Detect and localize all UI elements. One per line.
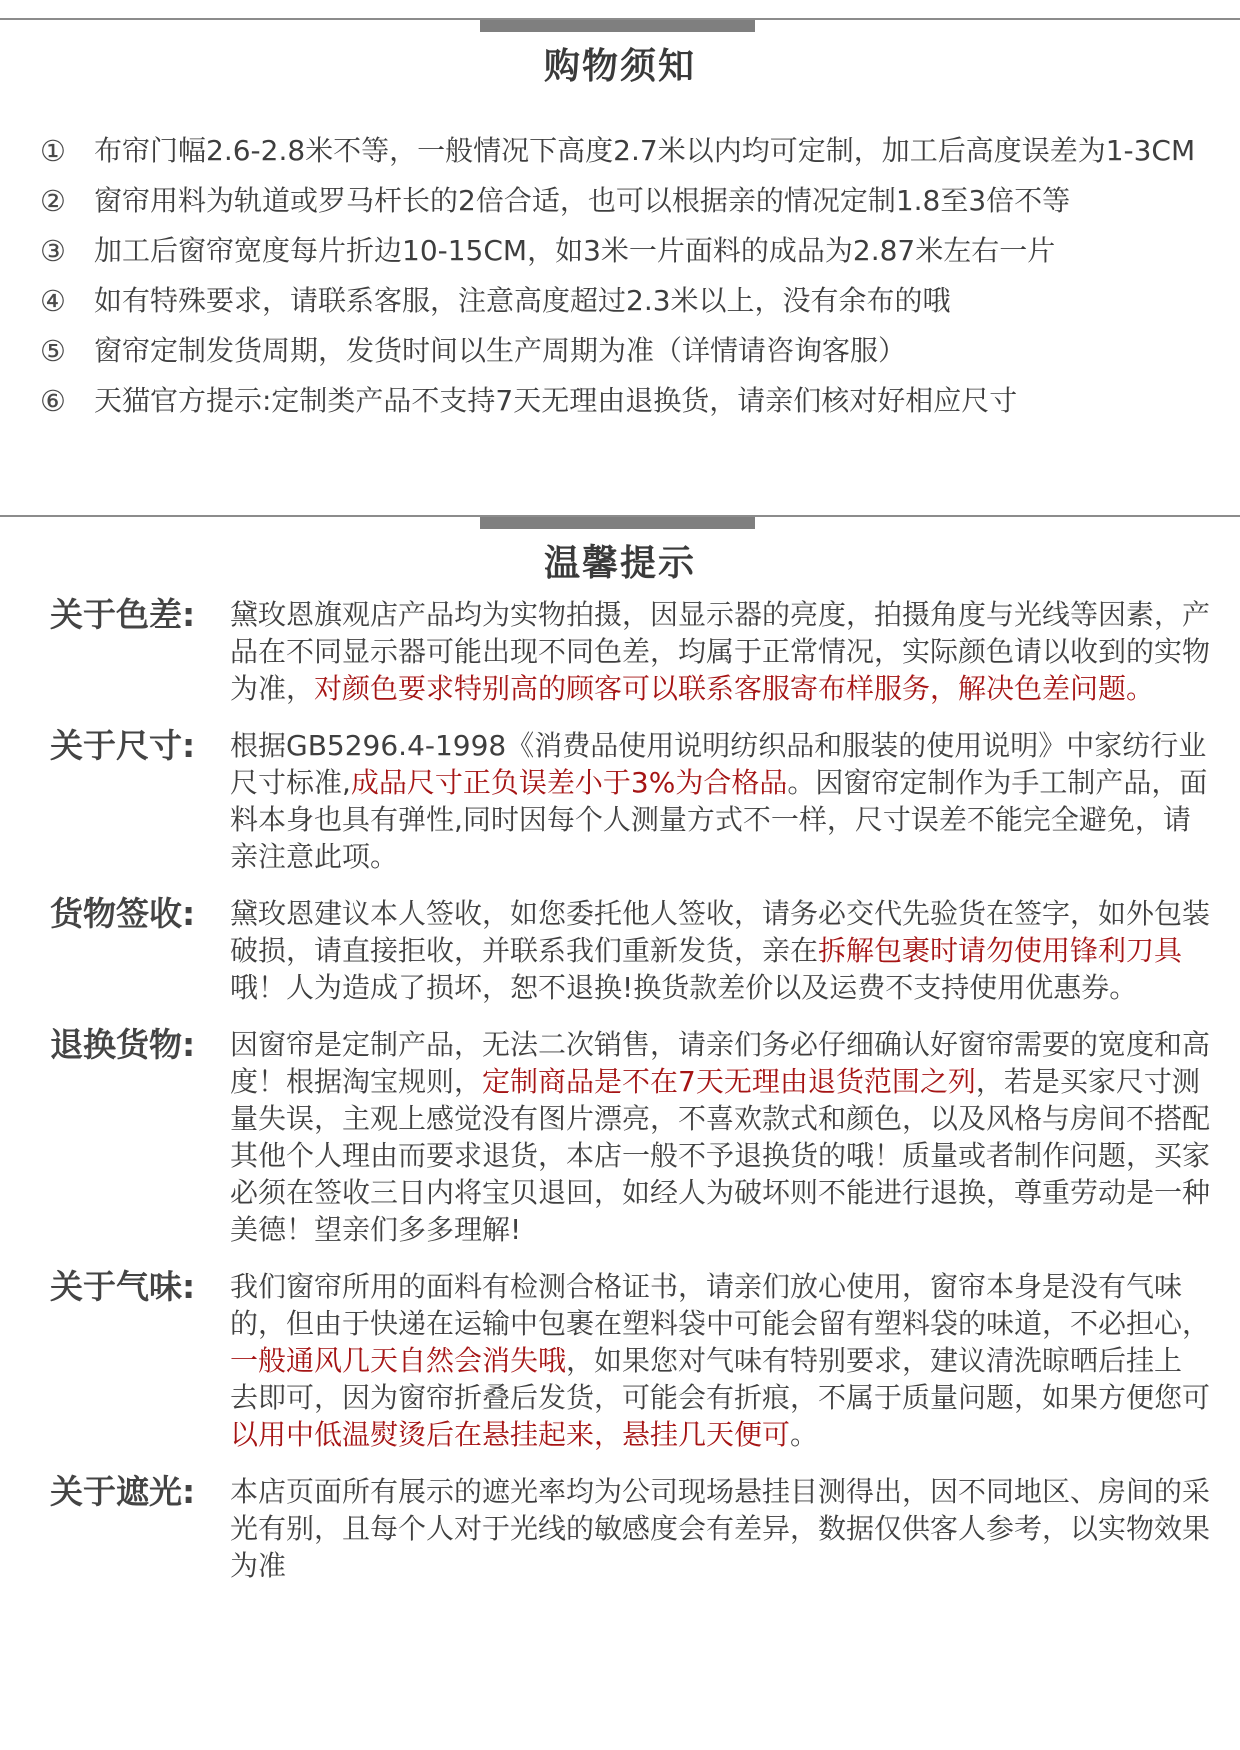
notice-item-text: 如有特殊要求，请联系客服，注意高度超过2.3米以上，没有余布的哦	[94, 284, 951, 317]
tip-text	[230, 1268, 1210, 1453]
notice-item-number: ①	[40, 134, 66, 168]
tip-label: 关于尺寸:	[50, 726, 196, 765]
tip-text-normal: 。因窗帘定制作为手工制产品，面料本身也具有弹性,同时因每个人测量方式不一样，尺寸误差不能完全避免，请亲注意此项。	[230, 766, 1208, 873]
tip-label: 关于色差:	[50, 595, 196, 634]
shopping-notice-list	[40, 132, 1220, 432]
notice-item-number: ⑤	[40, 334, 66, 368]
tip-text-normal: 因窗帘是定制产品，无法二次销售，请亲们务必仔细确认好窗帘需要的宽度和高度！根据淘宝规则，	[230, 1028, 1211, 1098]
tip-text-normal: 黛玫恩建议本人签收，如您委托他人签收，请务必交代先验货在签字，如外包装破损，请直接拒收，并联系我们重新发货，亲在	[230, 897, 1211, 967]
tip-text-normal: 根据GB5296.4-1998《消费品使用说明纺织品和服装的使用说明》中家纺行业尺寸标准,	[230, 729, 1207, 799]
notice-item-text: 窗帘定制发货周期，发货时间以生产周期为准（详情请咨询客服）	[94, 334, 907, 367]
tip-text-normal: 我们窗帘所用的面料有检测合格证书，请亲们放心使用，窗帘本身是没有气味的，但由于快递在运输中包裹在塑料袋中可能会留有塑料袋的味道，不必担心，	[230, 1270, 1211, 1340]
tip-text-highlight: 成品尺寸正负误差小于3%为合格品	[350, 766, 788, 799]
tip-text-normal: ，如果您对气味有特别要求，建议清洗晾晒后挂上去即可，因为窗帘折叠后发货，可能会有折痕，不属于质量问题，如果方便您可	[230, 1344, 1211, 1414]
tip-text	[230, 1473, 1210, 1584]
notice-item-number: ⑥	[40, 384, 66, 418]
notice-item	[40, 332, 1220, 370]
notice-item	[40, 132, 1220, 170]
tip-text-normal: 。	[790, 1418, 819, 1451]
warm-tips-list	[50, 596, 1210, 1604]
tip-label: 退换货物:	[50, 1025, 196, 1064]
warm-tips-title: 温馨提示	[543, 543, 696, 584]
tip-text-highlight: 拆解包裹时请勿使用锋利刀具	[818, 934, 1183, 967]
tip-text	[230, 1026, 1210, 1248]
tip-color-difference	[50, 596, 1210, 707]
notice-item	[40, 382, 1220, 420]
tip-text-highlight: 一般通风几天自然会消失哦	[230, 1344, 567, 1377]
tip-text-highlight: 定制商品是不在7天无理由退货范围之列	[482, 1065, 976, 1098]
tip-text	[230, 596, 1210, 707]
notice-item	[40, 232, 1220, 270]
notice-item-number: ④	[40, 284, 66, 318]
notice-item-text: 天猫官方提示:定制类产品不支持7天无理由退换货，请亲们核对好相应尺寸	[94, 384, 1018, 417]
tip-size	[50, 727, 1210, 875]
notice-item	[40, 182, 1220, 220]
tip-text	[230, 727, 1210, 875]
tip-text-normal: 本店页面所有展示的遮光率均为公司现场悬挂目测得出，因不同地区、房间的采光有别，且每个人对于光线的敏感度会有差异，数据仅供客人参考，以实物效果为准	[230, 1475, 1211, 1582]
tip-text-normal: 哦！人为造成了损坏，恕不退换!换货款差价以及运费不支持使用优惠券。	[230, 971, 1138, 1004]
tip-odor	[50, 1268, 1210, 1453]
notice-item-text: 窗帘用料为轨道或罗马杆长的2倍合适，也可以根据亲的情况定制1.8至3倍不等	[94, 184, 1071, 217]
tip-label: 关于气味:	[50, 1267, 196, 1306]
tip-label: 货物签收:	[50, 894, 196, 933]
notice-item	[40, 282, 1220, 320]
tip-blackout	[50, 1473, 1210, 1584]
header-accent-bar	[480, 517, 755, 529]
notice-item-number: ③	[40, 234, 66, 268]
tip-delivery-signing	[50, 895, 1210, 1006]
tip-returns	[50, 1026, 1210, 1248]
tip-text-normal: 黛玫恩旗观店产品均为实物拍摄，因显示器的亮度，拍摄角度与光线等因素，产品在不同显示器可能出现不同色差，均属于正常情况，实际颜色请以收到的实物为准，	[230, 598, 1211, 705]
notice-item-number: ②	[40, 184, 66, 218]
tip-text-highlight: 对颜色要求特别高的顾客可以联系客服寄布样服务，解决色差问题。	[314, 672, 1155, 705]
shopping-notice-header	[0, 18, 1240, 128]
tip-text-highlight: 以用中低温熨烫后在悬挂起来，悬挂几天便可	[230, 1418, 791, 1451]
tip-text-normal: ，若是买家尺寸测量失误，主观上感觉没有图片漂亮，不喜欢款式和颜色，以及风格与房间不搭配其他个人理由而要求退货，本店一般不予退换货的哦！质量或者制作问题，买家必须在签收三日内将宝贝退回，如经人为破坏则不能进行退换，尊重劳动是一种美德！望亲们多多理解!	[230, 1065, 1211, 1246]
notice-item-text: 加工后窗帘宽度每片折边10-15CM，如3米一片面料的成品为2.87米左右一片	[94, 234, 1056, 267]
shopping-notice-title: 购物须知	[543, 46, 696, 87]
notice-item-text: 布帘门幅2.6-2.8米不等，一般情况下高度2.7米以内均可定制，加工后高度误差为1-3CM	[94, 134, 1196, 167]
tip-label: 关于遮光:	[50, 1472, 196, 1511]
header-accent-bar	[480, 20, 755, 32]
tip-text	[230, 895, 1210, 1006]
